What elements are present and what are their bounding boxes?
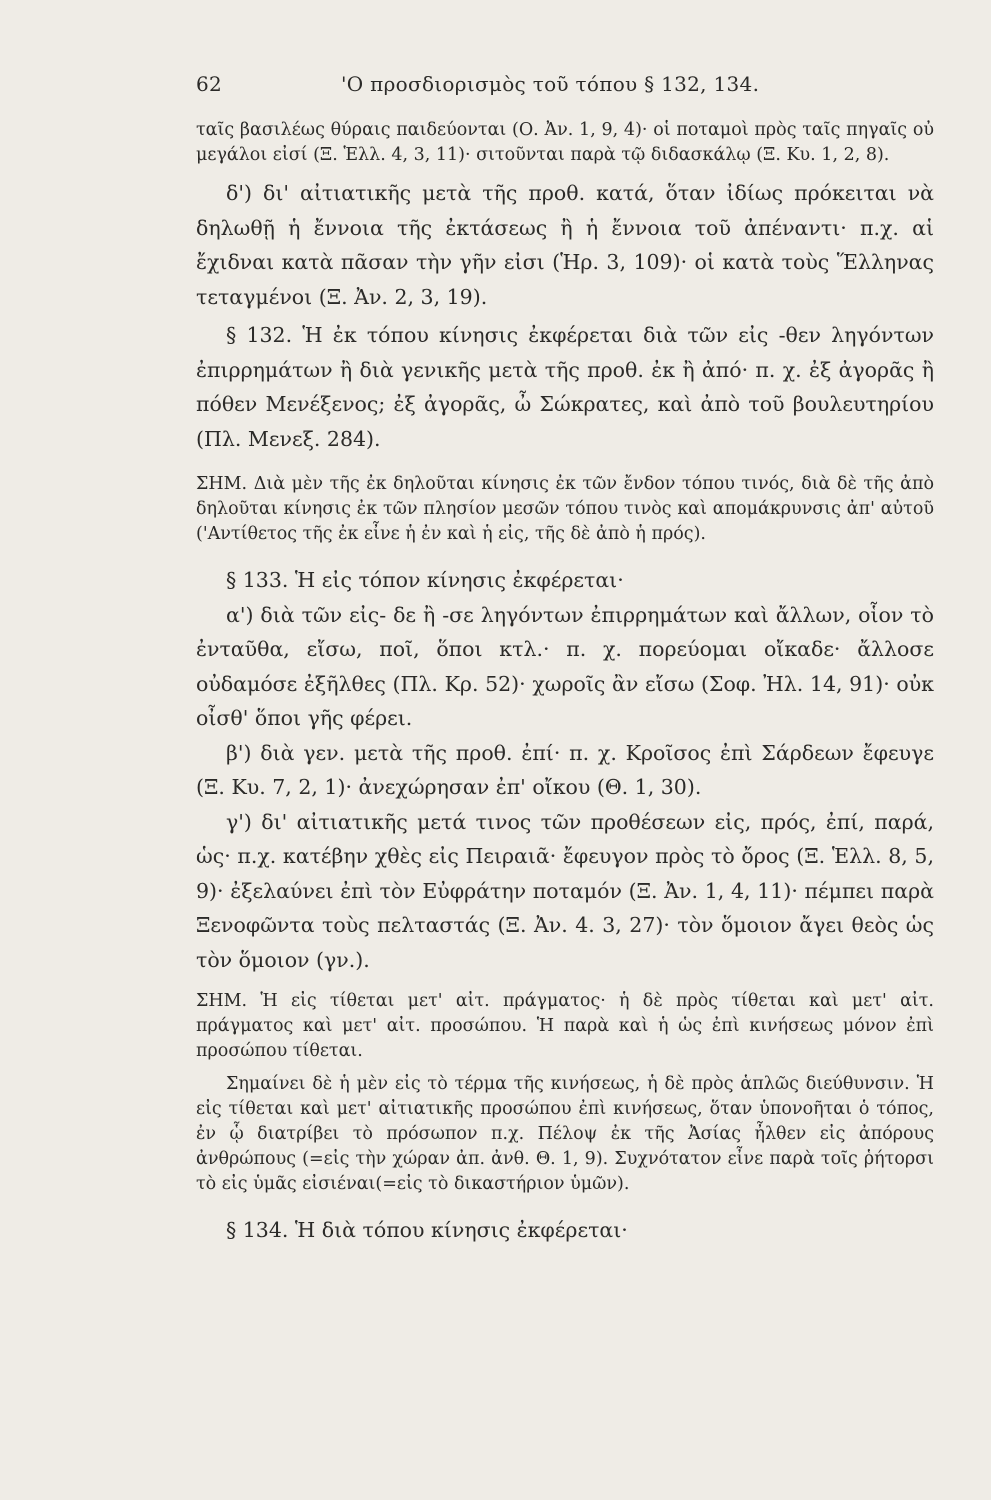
paragraph-continuation: ταῖς βασιλέως θύραις παιδεύονται (Ο. Ἀν. 1, 9, 4)· οἱ ποταμοὶ πρὸς ταῖς πηγαῖς οὐ μεγάλοι εἰσί (Ξ. Ἑλλ. 4, 3, 11)· σιτοῦνται παρὰ τῷ διδασκάλῳ (Ξ. Κυ. 1, 2, 8). bbox=[196, 120, 934, 165]
section-134-heading: § 134. Ἡ διὰ τόπου κίνησις ἐκφέρεται· bbox=[226, 1218, 628, 1242]
paragraph-beta: β') διὰ γεν. μετὰ τῆς προθ. ἐπί· π. χ. Κροῖσος ἐπὶ Σάρδεων ἔφευγε (Ξ. Κυ. 7, 2, 1)· ἀνεχώρησαν ἐπ' οἴκου (Θ. 1, 30). bbox=[196, 740, 934, 799]
note-132: ΣΗΜ. Διὰ μὲν τῆς ἐκ δηλοῦται κίνησις ἐκ τῶν ἔνδον τόπου τινός, διὰ δὲ τῆς ἀπὸ δηλοῦται κίνησις ἐκ τῶν πλησίον μεσῶν τόπου τινὸς καὶ απομάκρυνσις ἀπ' αὐτοῦ ('Αντίθετος τῆς ἐκ εἶνε ἡ ἐν καὶ ἡ εἰς, τῆς δὲ ἀπὸ ἡ πρός). bbox=[196, 474, 934, 544]
section-132: § 132. Ἡ ἐκ τόπου κίνησις ἐκφέρεται διὰ τῶν εἰς -θεν ληγόντων ἐπιρρημάτων ἢ διὰ γενικῆς μετὰ τῆς προθ. ἐκ ἢ ἀπό· π. χ. ἐξ ἀγορᾶς ἢ πόθεν Μενέξενος; ἐξ ἀγορᾶς, ὦ Σώκρατες, καὶ ἀπὸ τοῦ βουλευτηρίου (Πλ. Μενεξ. 284). bbox=[196, 323, 934, 451]
paragraph-delta: δ') δι' αἰτιατικῆς μετὰ τῆς προθ. κατά, ὅταν ἰδίως πρόκειται νὰ δηλωθῇ ἡ ἔννοια τῆς ἐκτάσεως ἢ ἡ ἔννοια τοῦ ἀπέναντι· π.χ. αἱ ἔχιδναι κατὰ πᾶσαν τὴν γῆν εἰσι (Ἡρ. 3, 109)· οἱ κατὰ τοὺς Ἕλληνας τεταγμένοι (Ξ. Ἀν. 2, 3, 19). bbox=[196, 181, 934, 309]
page-body bbox=[196, 118, 934, 1248]
note-133-continued: Σημαίνει δὲ ἡ μὲν εἰς τὸ τέρμα τῆς κινήσεως, ἡ δὲ πρὸς ἁπλῶς διεύθυνσιν. Ἡ εἰς τίθεται καὶ μετ' αἰτιατικῆς προσώπου ἐπὶ κινήσεως, ὅταν ὑπονοῆται ὁ τόπος, ἐν ᾧ διατρίβει τὸ πρόσωπον π.χ. Πέλοψ ἐκ τῆς Ἀσίας ἦλθεν εἰς ἀπόρους ἀνθρώπους (=εἰς τὴν χώραν ἀπ. ἀνθ. Θ. 1, 9). Συχνότατον εἶνε παρὰ τοῖς ῥήτορσι τὸ εἰς ὑμᾶς εἰσιέναι(=εἰς τὸ δικαστήριον ὑμῶν). bbox=[196, 1074, 934, 1194]
note-133: ΣΗΜ. Ἡ εἰς τίθεται μετ' αἰτ. πράγματος· ἡ δὲ πρὸς τίθεται καὶ μετ' αἰτ. πράγματος καὶ μετ' αἰτ. προσώπου. Ἡ παρὰ καὶ ἡ ὡς ἐπὶ κινήσεως μόνον ἐπὶ προσώπου τίθεται. bbox=[196, 991, 934, 1061]
section-133-heading: § 133. Ἡ εἰς τόπον κίνησις ἐκφέρεται· bbox=[226, 568, 624, 592]
paragraph-alpha: α') διὰ τῶν εἰς- δε ἢ -σε ληγόντων ἐπιρρημάτων καὶ ἄλλων, οἷον τὸ ἐνταῦθα, εἴσω, ποῖ, ὅποι κτλ.· π. χ. πορεύομαι οἴκαδε· ἄλλοσε οὐδαμόσε ἐξῆλθες (Πλ. Κρ. 52)· χωροῖς ἂν εἴσω (Σοφ. Ἠλ. 14, 91)· οὐκ οἶσθ' ὅποι γῆς φέρει. bbox=[196, 602, 934, 730]
running-title: 'Ο προσδιορισμὸς τοῦ τόπου § 132, 134. bbox=[341, 72, 760, 96]
page-number: 62 bbox=[196, 72, 223, 96]
paragraph-gamma: γ') δι' αἰτιατικῆς μετά τινος τῶν προθέσεων εἰς, πρός, ἐπί, παρά, ὡς· π.χ. κατέβην χθὲς εἰς Πειραιᾶ· ἔφευγον πρὸς τὸ ὄρος (Ξ. Ἑλλ. 8, 5, 9)· ἐξελαύνει ἐπὶ τὸν Εὐφράτην ποταμόν (Ξ. Ἀν. 1, 4, 11)· πέμπει παρὰ Ξενοφῶντα τοὺς πελταστάς (Ξ. Ἀν. 4. 3, 27)· τὸν ὅμοιον ἄγει θεὸς ὡς τὸν ὅμοιον (γν.). bbox=[196, 809, 934, 972]
